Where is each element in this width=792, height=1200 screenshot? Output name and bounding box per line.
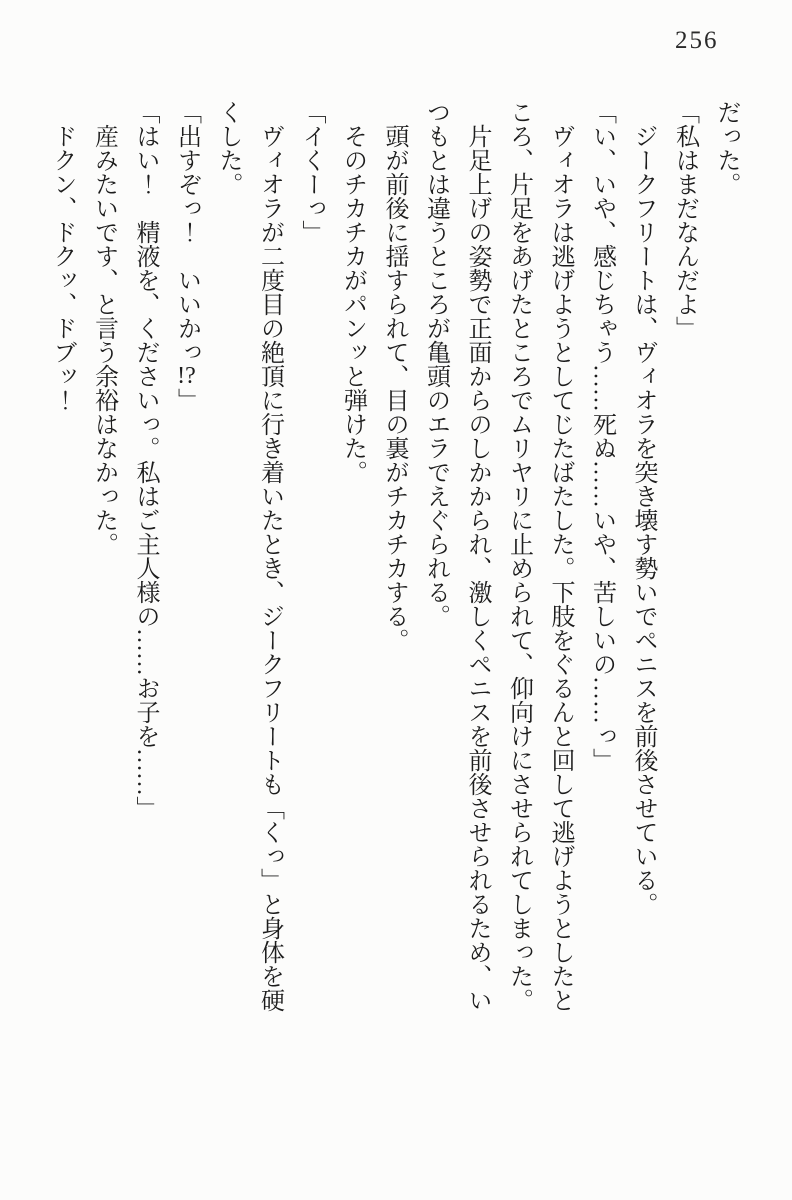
paragraph: ヴィオラが二度目の絶頂に行き着いたとき、ジークフリートも「くっ」と身体を硬くした。 <box>215 100 283 1012</box>
paragraph: 頭が前後に揺すられて、目の裏がチカチカする。 <box>381 124 407 652</box>
paragraph: 「い、いや、感じちゃう……死ぬ……いや、苦しいの……っ」 <box>588 100 615 772</box>
paragraph: 片足上げの姿勢で正面からのしかかられ、激しくペニスを前後させられるため、いつもとは違うところが亀頭のエラでえぐられる。 <box>422 100 490 1012</box>
paragraph: ジークフリートは、ヴィオラを突き壊す勢いでペニスを前後させている。 <box>630 124 656 916</box>
paragraph: ドクン、ドクッ、ドブッ！ <box>49 124 75 412</box>
paragraph: 「私はまだなんだよ」 <box>671 100 698 340</box>
paragraph: 「はい！ 精液を、くださいっ。私はご主人様の……お子を……」 <box>132 100 158 820</box>
paragraph: ヴィオラは逃げようとしてじたばたした。下肢をぐるんと回して逃げようとしたところ、片足をあげたところでムリヤリに止められて、仰向けにさせられてしまった。 <box>505 100 573 1012</box>
tatechuyoko-text: !? <box>177 364 196 388</box>
paragraph: だった。 <box>713 100 739 196</box>
paragraph: 産みたいです、と言う余裕はなかった。 <box>90 124 117 556</box>
paragraph: 「イくーっ」 <box>298 100 324 244</box>
paragraph: そのチカチカがパンッと弾けた。 <box>339 124 366 484</box>
text-block <box>41 100 747 1030</box>
page-number: 256 <box>675 27 719 54</box>
paragraph: 「出すぞっ！ いいかっ!?」 <box>173 100 200 412</box>
